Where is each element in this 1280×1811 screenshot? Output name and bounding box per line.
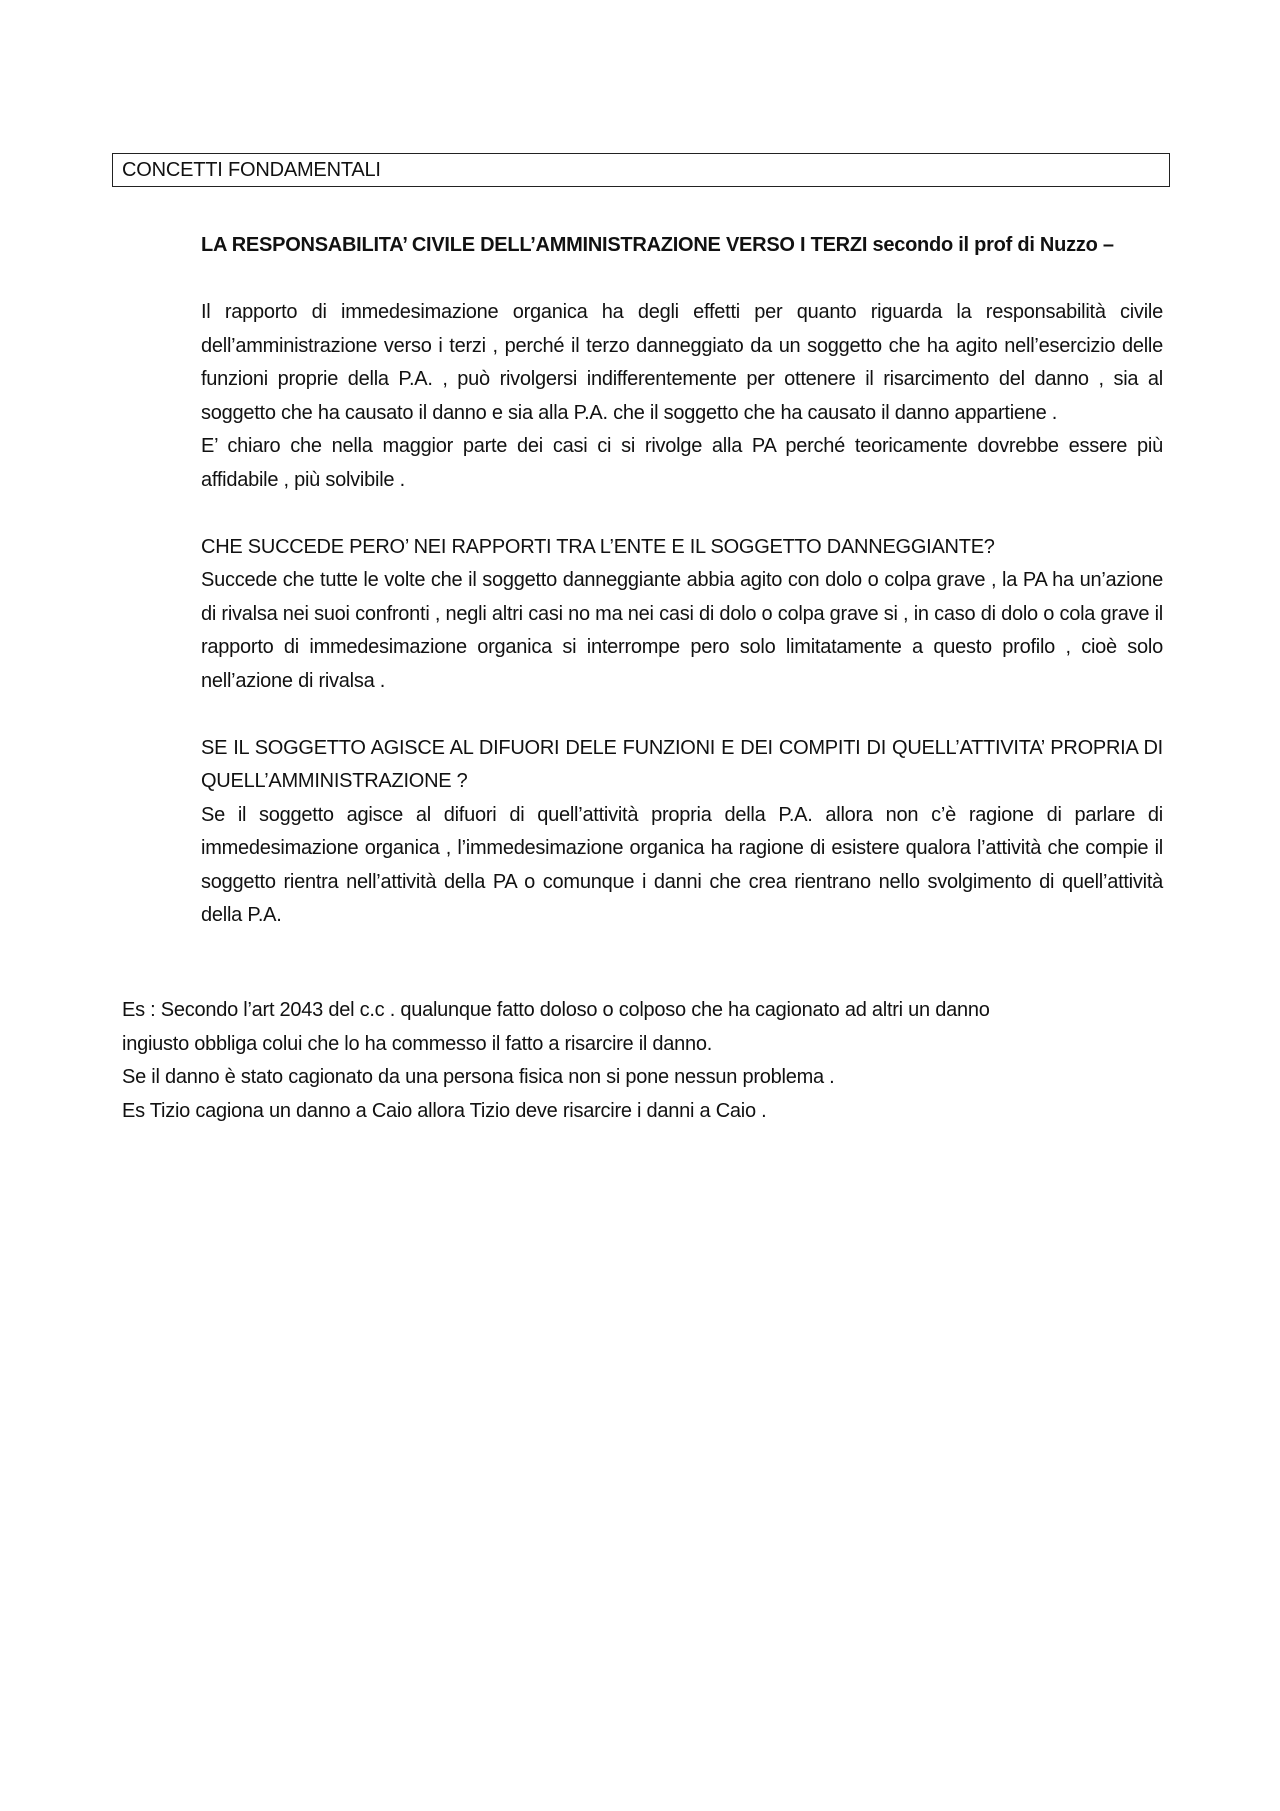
example-line-4: Es Tizio cagiona un danno a Caio allora Tizio deve risarcire i danni a Caio .: [122, 1099, 767, 1122]
header-box: [112, 153, 1170, 187]
answer-1: Succede che tutte le volte che il soggetto danneggiante abbia agito con dolo o colpa grave , la PA ha un’azione di rivalsa nei suoi confronti , negli altri casi no ma nei casi di dolo o colpa grave si , in caso di dolo o cola grave il rapporto di immedesimazione organica si interrompe pero solo limitatamente a questo profilo , cioè solo nell’azione di rivalsa .: [201, 569, 1163, 692]
example-line-2: ingiusto obbliga colui che lo ha commesso il fatto a risarcire il danno.: [122, 1032, 713, 1055]
main-section: [201, 229, 1163, 933]
spacer: [201, 263, 1163, 297]
example-section: [122, 994, 1172, 1128]
spacer: [201, 698, 1163, 732]
question-2: SE IL SOGGETTO AGISCE AL DIFUORI DELE FUNZIONI E DEI COMPITI DI QUELL’ATTIVITA’ PROPRIA DI QUELL’AMMINISTRAZIONE ?: [201, 736, 1163, 792]
example-line-1: Es : Secondo l’art 2043 del c.c . qualunque fatto doloso o colposo che ha cagionato ad altri un danno: [122, 999, 990, 1021]
question-1: CHE SUCCEDE PERO’ NEI RAPPORTI TRA L’ENTE E IL SOGGETTO DANNEGGIANTE?: [201, 535, 995, 558]
intro-paragraph-2: E’ chiaro che nella maggior parte dei casi ci si rivolge alla PA perché teoricamente dovrebbe essere più affidabile , più solvibile .: [201, 435, 1163, 491]
example-line-3: Se il danno è stato cagionato da una persona fisica non si pone nessun problema .: [122, 1066, 835, 1088]
spacer: [201, 497, 1163, 531]
section-title: LA RESPONSABILITA’ CIVILE DELL’AMMINISTRAZIONE VERSO I TERZI secondo il prof di Nuzzo –: [201, 234, 1114, 256]
answer-2: Se il soggetto agisce al difuori di quell’attività propria della P.A. allora non c’è ragione di parlare di immedesimazione organica , l’immedesimazione organica ha ragione di esistere qualora l’attività che compie il soggetto rientra nell’attività della PA o comunque i danni che crea rientrano nello svolgimento di quell’attività della P.A.: [201, 803, 1163, 926]
header-box-title: CONCETTI FONDAMENTALI: [122, 159, 381, 181]
intro-paragraph: Il rapporto di immedesimazione organica ha degli effetti per quanto riguarda la responsabilità civile dell’amministrazione verso i terzi , perché il terzo danneggiato da un soggetto che ha agito nell’esercizio delle funzioni proprie della P.A. , può rivolgersi indifferentemente per ottenere il risarcimento del danno , sia al soggetto che ha causato il danno e sia alla P.A. che il soggetto che ha causato il danno appartiene .: [201, 301, 1163, 424]
